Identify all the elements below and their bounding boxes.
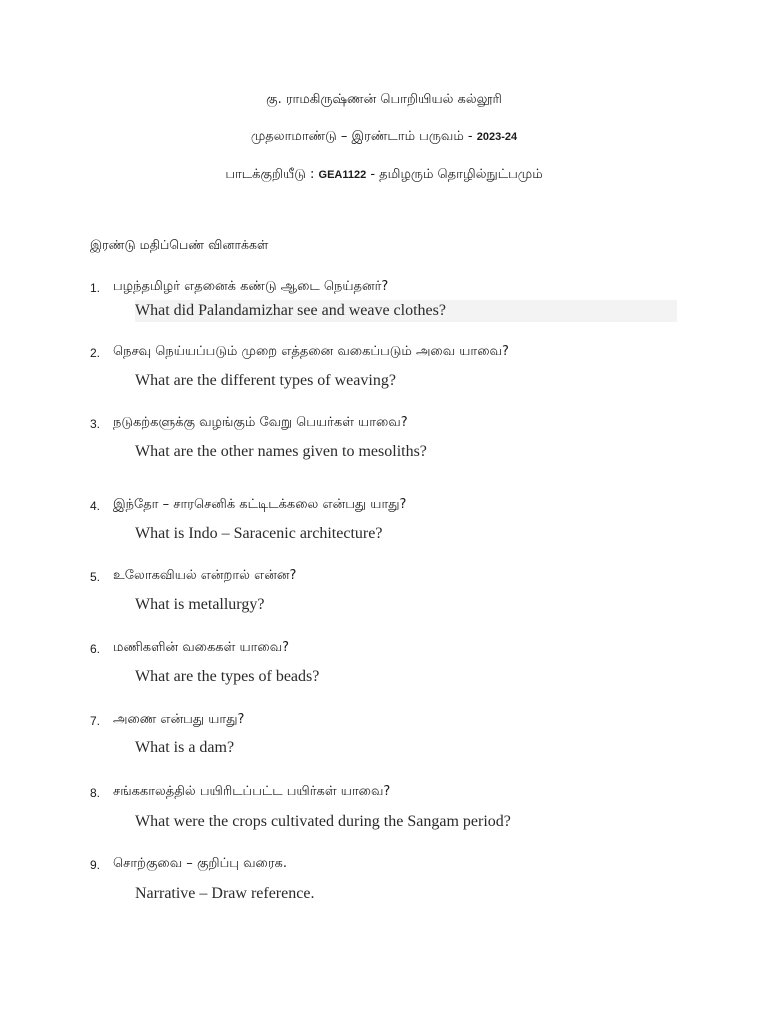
question-english: What are the other names given to mesoliths? [135, 443, 427, 460]
question-tamil: உலோகவியல் என்றால் என்ன? [113, 568, 297, 583]
question-english: What is Indo – Saracenic architecture? [135, 525, 383, 542]
question-number: 9. [90, 858, 101, 872]
question-tamil: சங்ககாலத்தில் பயிரிடப்பட்ட பயிர்கள் யாவை? [113, 784, 391, 799]
question-tamil: இந்தோ – சாரசெனிக் கட்டிடக்கலை என்பது யாது? [113, 497, 407, 512]
question-english: What are the types of beads? [135, 668, 320, 685]
question-tamil: நடுகற்களுக்கு வழங்கும் வேறு பெயர்கள் யாவை? [113, 415, 408, 430]
year-semester-text: முதலாமாண்டு – இரண்டாம் பருவம் - [250, 129, 477, 144]
question-number: 6. [90, 642, 101, 656]
question-number: 4. [90, 499, 101, 513]
question-tamil: நெசவு நெய்யப்படும் முறை எத்தனை வகைப்படும் அவை யாவை? [113, 344, 509, 359]
college-name [0, 91, 768, 109]
question-tamil: பழந்தமிழர் எதனைக் கண்டு ஆடை நெய்தனர்? [113, 279, 389, 294]
section-title: இரண்டு மதிப்பெண் வினாக்கள் [90, 237, 269, 252]
question-english: What were the crops cultivated during the Sangam period? [135, 813, 511, 830]
course-code: GEA1122 [318, 169, 367, 181]
academic-year: 2023-24 [476, 131, 518, 143]
question-english: What is metallurgy? [135, 596, 265, 613]
question-english: What did Palandamizhar see and weave clothes? [135, 300, 677, 322]
course-title: - தமிழரும் தொழில்நுட்பமும் [366, 167, 543, 182]
question-tamil: சொற்குவை – குறிப்பு வரைக. [113, 856, 287, 871]
year-semester-line [0, 128, 768, 146]
question-number: 7. [90, 714, 101, 728]
question-number: 1. [90, 281, 101, 295]
question-number: 8. [90, 786, 101, 800]
question-number: 2. [90, 346, 101, 360]
question-english: What are the different types of weaving? [135, 372, 396, 389]
question-english: Narrative – Draw reference. [135, 885, 315, 902]
course-line [0, 166, 768, 184]
question-number: 5. [90, 570, 101, 584]
college-name-text: கு. ராமகிருஷ்ணன் பொறியியல் கல்லூரி [266, 92, 502, 107]
course-code-label: பாடக்குறியீடு : [225, 167, 319, 182]
question-english: What is a dam? [135, 739, 235, 756]
question-number: 3. [90, 417, 101, 431]
question-tamil: அணை என்பது யாது? [113, 712, 245, 727]
question-tamil: மணிகளின் வகைகள் யாவை? [113, 640, 290, 655]
